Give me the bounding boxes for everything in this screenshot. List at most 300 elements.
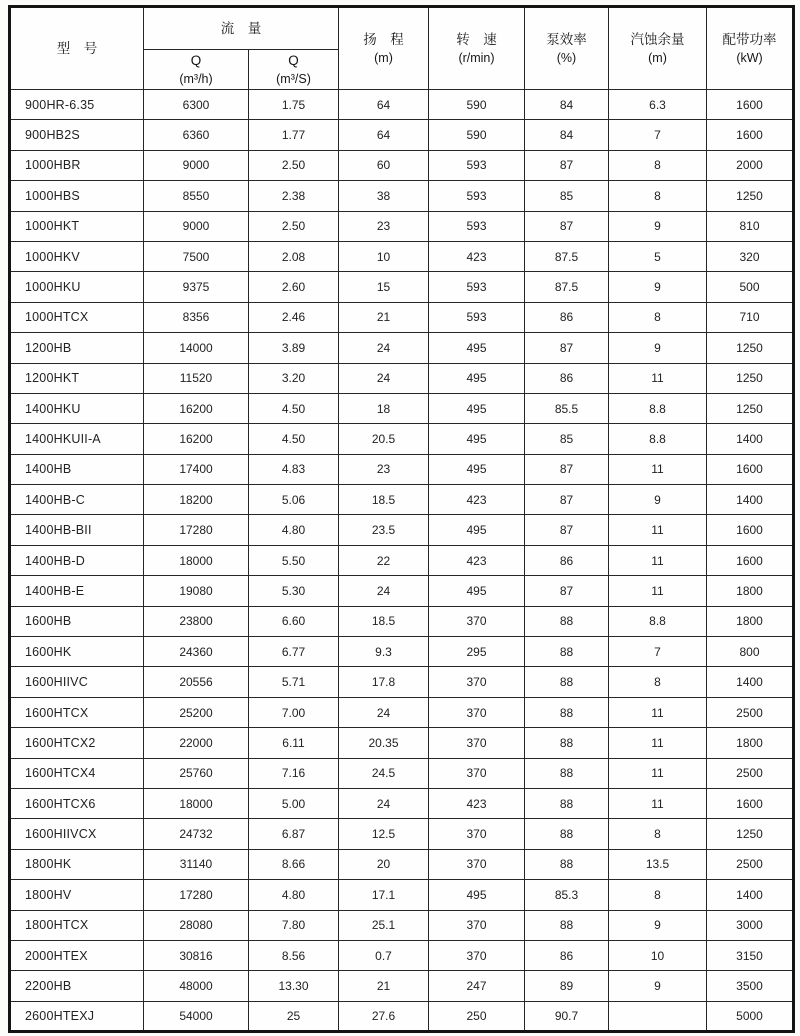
table-row [10, 880, 794, 910]
cell-flow-m3s: 6.60 [249, 606, 339, 636]
cell-head: 20.5 [339, 424, 429, 454]
cell-flow-m3s: 8.56 [249, 940, 339, 970]
table-row [10, 971, 794, 1001]
cell-npsh: 8.8 [609, 393, 707, 423]
cell-model: 1600HTCX4 [10, 758, 144, 788]
col-header-efficiency-title: 泵效率 [546, 31, 587, 47]
table-row [10, 910, 794, 940]
cell-npsh: 9 [609, 272, 707, 302]
cell-flow-m3s: 1.75 [249, 90, 339, 120]
cell-npsh: 10 [609, 940, 707, 970]
cell-power: 810 [707, 211, 794, 241]
table-row [10, 758, 794, 788]
cell-flow-m3h: 7500 [144, 241, 249, 271]
cell-head: 27.6 [339, 1001, 429, 1031]
cell-power: 1250 [707, 393, 794, 423]
cell-head: 17.1 [339, 880, 429, 910]
cell-head: 25.1 [339, 910, 429, 940]
table-row [10, 819, 794, 849]
cell-speed: 423 [429, 788, 525, 818]
cell-flow-m3s: 2.38 [249, 181, 339, 211]
cell-flow-m3s: 2.46 [249, 302, 339, 332]
cell-flow-m3h: 17400 [144, 454, 249, 484]
cell-efficiency: 87.5 [525, 272, 609, 302]
cell-power: 800 [707, 637, 794, 667]
cell-head: 24 [339, 363, 429, 393]
cell-speed: 495 [429, 393, 525, 423]
cell-power: 1400 [707, 667, 794, 697]
cell-npsh: 7 [609, 637, 707, 667]
cell-flow-m3h: 25760 [144, 758, 249, 788]
cell-flow-m3s: 4.80 [249, 880, 339, 910]
cell-npsh [609, 1001, 707, 1031]
cell-efficiency: 87 [525, 485, 609, 515]
cell-power: 3150 [707, 940, 794, 970]
cell-npsh: 7 [609, 120, 707, 150]
cell-model: 1600HIIVCX [10, 819, 144, 849]
cell-model: 1200HKT [10, 363, 144, 393]
cell-flow-m3h: 28080 [144, 910, 249, 940]
cell-flow-m3h: 9000 [144, 150, 249, 180]
table-row [10, 302, 794, 332]
cell-speed: 495 [429, 880, 525, 910]
cell-npsh: 8 [609, 150, 707, 180]
cell-model: 1600HB [10, 606, 144, 636]
cell-npsh: 11 [609, 454, 707, 484]
cell-model: 900HB2S [10, 120, 144, 150]
cell-efficiency: 85.3 [525, 880, 609, 910]
cell-flow-m3s: 3.20 [249, 363, 339, 393]
cell-speed: 370 [429, 940, 525, 970]
col-header-efficiency-unit: (%) [556, 51, 577, 66]
cell-model: 1200HB [10, 333, 144, 363]
cell-flow-m3s: 2.50 [249, 150, 339, 180]
cell-flow-m3s: 6.87 [249, 819, 339, 849]
table-row [10, 606, 794, 636]
cell-model: 1600HK [10, 637, 144, 667]
cell-head: 21 [339, 302, 429, 332]
header-row-1 [10, 7, 794, 50]
cell-npsh: 8.8 [609, 424, 707, 454]
cell-flow-m3h: 9000 [144, 211, 249, 241]
col-header-flow: 流 量 [144, 7, 339, 50]
cell-head: 64 [339, 90, 429, 120]
cell-power: 1600 [707, 788, 794, 818]
cell-model: 1400HB-E [10, 576, 144, 606]
table-row [10, 515, 794, 545]
cell-flow-m3h: 20556 [144, 667, 249, 697]
cell-efficiency: 87 [525, 333, 609, 363]
cell-speed: 423 [429, 485, 525, 515]
cell-power: 1250 [707, 363, 794, 393]
cell-power: 1250 [707, 819, 794, 849]
table-row [10, 272, 794, 302]
col-header-power-unit: (kW) [736, 51, 763, 66]
cell-efficiency: 88 [525, 606, 609, 636]
cell-speed: 593 [429, 302, 525, 332]
cell-efficiency: 88 [525, 667, 609, 697]
cell-efficiency: 87 [525, 576, 609, 606]
cell-head: 24 [339, 697, 429, 727]
cell-efficiency: 87 [525, 454, 609, 484]
cell-model: 1400HB-D [10, 545, 144, 575]
table-row [10, 241, 794, 271]
table-row [10, 393, 794, 423]
col-header-power-title: 配带功率 [722, 31, 777, 47]
cell-flow-m3s: 5.30 [249, 576, 339, 606]
cell-flow-m3h: 6300 [144, 90, 249, 120]
cell-flow-m3s: 8.66 [249, 849, 339, 879]
cell-flow-m3h: 16200 [144, 424, 249, 454]
col-header-flow-m3h-symbol: Q [190, 52, 202, 68]
cell-flow-m3h: 30816 [144, 940, 249, 970]
cell-flow-m3h: 8550 [144, 181, 249, 211]
table-row [10, 454, 794, 484]
col-header-flow-m3h-unit: (m³/h) [179, 72, 213, 87]
cell-flow-m3s: 2.50 [249, 211, 339, 241]
table-row [10, 1001, 794, 1031]
cell-head: 22 [339, 545, 429, 575]
cell-model: 1400HKUII-A [10, 424, 144, 454]
cell-head: 20 [339, 849, 429, 879]
cell-flow-m3s: 7.16 [249, 758, 339, 788]
cell-npsh: 9 [609, 333, 707, 363]
cell-model: 1000HKU [10, 272, 144, 302]
cell-power: 1800 [707, 606, 794, 636]
cell-efficiency: 88 [525, 849, 609, 879]
cell-flow-m3s: 1.77 [249, 120, 339, 150]
cell-power: 1250 [707, 333, 794, 363]
cell-speed: 495 [429, 424, 525, 454]
cell-flow-m3h: 23800 [144, 606, 249, 636]
cell-head: 21 [339, 971, 429, 1001]
cell-model: 1600HTCX2 [10, 728, 144, 758]
col-header-flow-m3s-symbol: Q [288, 52, 299, 68]
cell-power: 1250 [707, 181, 794, 211]
cell-npsh: 9 [609, 211, 707, 241]
cell-flow-m3h: 24360 [144, 637, 249, 667]
cell-npsh: 11 [609, 758, 707, 788]
cell-speed: 423 [429, 241, 525, 271]
table-row [10, 667, 794, 697]
cell-flow-m3h: 25200 [144, 697, 249, 727]
cell-speed: 295 [429, 637, 525, 667]
cell-speed: 370 [429, 728, 525, 758]
cell-npsh: 6.3 [609, 90, 707, 120]
cell-flow-m3s: 7.80 [249, 910, 339, 940]
cell-efficiency: 84 [525, 90, 609, 120]
cell-power: 1600 [707, 454, 794, 484]
cell-npsh: 8 [609, 302, 707, 332]
cell-flow-m3s: 13.30 [249, 971, 339, 1001]
cell-npsh: 8.8 [609, 606, 707, 636]
cell-flow-m3h: 6360 [144, 120, 249, 150]
cell-head: 10 [339, 241, 429, 271]
cell-power: 710 [707, 302, 794, 332]
cell-head: 20.35 [339, 728, 429, 758]
cell-flow-m3h: 31140 [144, 849, 249, 879]
cell-speed: 495 [429, 363, 525, 393]
table-row [10, 363, 794, 393]
cell-power: 1600 [707, 545, 794, 575]
cell-model: 1400HB [10, 454, 144, 484]
col-header-head-title: 扬 程 [363, 31, 404, 47]
cell-flow-m3s: 5.06 [249, 485, 339, 515]
col-header-speed [429, 7, 525, 90]
cell-npsh: 13.5 [609, 849, 707, 879]
cell-head: 24.5 [339, 758, 429, 788]
cell-power: 3000 [707, 910, 794, 940]
cell-efficiency: 85.5 [525, 393, 609, 423]
cell-power: 2000 [707, 150, 794, 180]
cell-flow-m3h: 8356 [144, 302, 249, 332]
cell-head: 38 [339, 181, 429, 211]
cell-speed: 590 [429, 120, 525, 150]
cell-npsh: 9 [609, 971, 707, 1001]
col-header-flow-m3s-unit: (m³/S) [276, 72, 311, 87]
cell-model: 1600HTCX [10, 697, 144, 727]
cell-head: 15 [339, 272, 429, 302]
cell-efficiency: 88 [525, 637, 609, 667]
cell-speed: 250 [429, 1001, 525, 1031]
cell-head: 18.5 [339, 606, 429, 636]
cell-flow-m3s: 4.80 [249, 515, 339, 545]
cell-speed: 593 [429, 211, 525, 241]
cell-head: 64 [339, 120, 429, 150]
cell-power: 2500 [707, 758, 794, 788]
table-body [10, 90, 794, 1032]
cell-npsh: 8 [609, 181, 707, 211]
cell-efficiency: 88 [525, 819, 609, 849]
cell-npsh: 8 [609, 819, 707, 849]
cell-efficiency: 86 [525, 363, 609, 393]
cell-speed: 370 [429, 849, 525, 879]
cell-model: 1600HTCX6 [10, 788, 144, 818]
cell-power: 1600 [707, 90, 794, 120]
cell-efficiency: 86 [525, 545, 609, 575]
cell-head: 24 [339, 576, 429, 606]
table-row [10, 940, 794, 970]
cell-flow-m3h: 24732 [144, 819, 249, 849]
table-row [10, 485, 794, 515]
cell-efficiency: 87.5 [525, 241, 609, 271]
cell-speed: 495 [429, 333, 525, 363]
cell-efficiency: 88 [525, 788, 609, 818]
cell-head: 9.3 [339, 637, 429, 667]
cell-speed: 370 [429, 758, 525, 788]
cell-flow-m3h: 17280 [144, 515, 249, 545]
cell-efficiency: 87 [525, 150, 609, 180]
table-row [10, 728, 794, 758]
cell-flow-m3h: 14000 [144, 333, 249, 363]
cell-head: 18 [339, 393, 429, 423]
table-row [10, 333, 794, 363]
cell-efficiency: 88 [525, 728, 609, 758]
cell-flow-m3h: 18000 [144, 788, 249, 818]
cell-head: 0.7 [339, 940, 429, 970]
cell-speed: 495 [429, 515, 525, 545]
table-row [10, 788, 794, 818]
cell-power: 1600 [707, 120, 794, 150]
pump-spec-table [8, 5, 795, 1033]
cell-flow-m3s: 6.11 [249, 728, 339, 758]
cell-speed: 370 [429, 606, 525, 636]
cell-flow-m3s: 2.60 [249, 272, 339, 302]
cell-model: 1000HBR [10, 150, 144, 180]
cell-flow-m3s: 4.50 [249, 424, 339, 454]
cell-npsh: 5 [609, 241, 707, 271]
cell-model: 1400HB-BII [10, 515, 144, 545]
cell-head: 24 [339, 788, 429, 818]
cell-efficiency: 85 [525, 424, 609, 454]
cell-efficiency: 90.7 [525, 1001, 609, 1031]
col-header-model: 型 号 [10, 7, 144, 90]
col-header-power [707, 7, 794, 90]
table-row [10, 697, 794, 727]
cell-efficiency: 87 [525, 515, 609, 545]
cell-model: 1000HBS [10, 181, 144, 211]
col-header-npsh [609, 7, 707, 90]
cell-flow-m3s: 5.00 [249, 788, 339, 818]
cell-npsh: 8 [609, 880, 707, 910]
col-header-head [339, 7, 429, 90]
cell-model: 900HR-6.35 [10, 90, 144, 120]
cell-speed: 593 [429, 150, 525, 180]
cell-power: 320 [707, 241, 794, 271]
cell-power: 1800 [707, 728, 794, 758]
cell-power: 1400 [707, 880, 794, 910]
cell-head: 23.5 [339, 515, 429, 545]
cell-flow-m3h: 16200 [144, 393, 249, 423]
cell-flow-m3h: 18000 [144, 545, 249, 575]
cell-npsh: 11 [609, 697, 707, 727]
cell-npsh: 11 [609, 788, 707, 818]
cell-npsh: 11 [609, 545, 707, 575]
cell-efficiency: 88 [525, 697, 609, 727]
cell-power: 5000 [707, 1001, 794, 1031]
cell-speed: 247 [429, 971, 525, 1001]
cell-model: 1800HTCX [10, 910, 144, 940]
cell-model: 2600HTEXJ [10, 1001, 144, 1031]
cell-head: 24 [339, 333, 429, 363]
cell-flow-m3s: 2.08 [249, 241, 339, 271]
cell-speed: 593 [429, 272, 525, 302]
cell-flow-m3s: 5.50 [249, 545, 339, 575]
table-row [10, 211, 794, 241]
cell-npsh: 11 [609, 515, 707, 545]
cell-model: 2200HB [10, 971, 144, 1001]
cell-efficiency: 84 [525, 120, 609, 150]
cell-speed: 495 [429, 576, 525, 606]
cell-efficiency: 86 [525, 302, 609, 332]
table-row [10, 545, 794, 575]
cell-flow-m3s: 7.00 [249, 697, 339, 727]
cell-model: 1600HIIVC [10, 667, 144, 697]
col-header-npsh-unit: (m) [648, 51, 667, 66]
cell-speed: 370 [429, 667, 525, 697]
cell-efficiency: 88 [525, 910, 609, 940]
cell-power: 2500 [707, 697, 794, 727]
cell-power: 2500 [707, 849, 794, 879]
cell-power: 3500 [707, 971, 794, 1001]
cell-model: 1400HB-C [10, 485, 144, 515]
cell-power: 1800 [707, 576, 794, 606]
cell-speed: 495 [429, 454, 525, 484]
table-row [10, 849, 794, 879]
cell-npsh: 9 [609, 910, 707, 940]
cell-flow-m3h: 19080 [144, 576, 249, 606]
cell-npsh: 9 [609, 485, 707, 515]
col-header-efficiency [525, 7, 609, 90]
cell-model: 1800HV [10, 880, 144, 910]
table-row [10, 637, 794, 667]
col-header-speed-title: 转 速 [456, 31, 497, 47]
cell-flow-m3s: 5.71 [249, 667, 339, 697]
cell-model: 1000HKT [10, 211, 144, 241]
cell-model: 1000HTCX [10, 302, 144, 332]
table-row [10, 150, 794, 180]
cell-flow-m3s: 25 [249, 1001, 339, 1031]
cell-flow-m3s: 3.89 [249, 333, 339, 363]
cell-flow-m3s: 6.77 [249, 637, 339, 667]
table-row [10, 90, 794, 120]
cell-power: 1600 [707, 515, 794, 545]
cell-power: 500 [707, 272, 794, 302]
cell-flow-m3h: 17280 [144, 880, 249, 910]
cell-flow-m3s: 4.83 [249, 454, 339, 484]
cell-speed: 590 [429, 90, 525, 120]
table-row [10, 424, 794, 454]
cell-head: 23 [339, 211, 429, 241]
cell-speed: 370 [429, 910, 525, 940]
cell-flow-m3h: 9375 [144, 272, 249, 302]
cell-npsh: 11 [609, 363, 707, 393]
col-header-speed-unit: (r/min) [458, 51, 495, 66]
cell-efficiency: 89 [525, 971, 609, 1001]
cell-efficiency: 88 [525, 758, 609, 788]
cell-efficiency: 85 [525, 181, 609, 211]
cell-flow-m3h: 18200 [144, 485, 249, 515]
table-row [10, 120, 794, 150]
cell-npsh: 8 [609, 667, 707, 697]
cell-npsh: 11 [609, 576, 707, 606]
table-row [10, 181, 794, 211]
cell-flow-m3h: 22000 [144, 728, 249, 758]
cell-flow-m3h: 48000 [144, 971, 249, 1001]
cell-speed: 593 [429, 181, 525, 211]
cell-head: 23 [339, 454, 429, 484]
cell-head: 60 [339, 150, 429, 180]
col-header-head-unit: (m) [374, 51, 393, 66]
cell-model: 1800HK [10, 849, 144, 879]
cell-efficiency: 86 [525, 940, 609, 970]
cell-speed: 370 [429, 819, 525, 849]
cell-speed: 370 [429, 697, 525, 727]
cell-power: 1400 [707, 424, 794, 454]
cell-model: 1000HKV [10, 241, 144, 271]
cell-model: 2000HTEX [10, 940, 144, 970]
table-header [10, 7, 794, 90]
cell-head: 18.5 [339, 485, 429, 515]
cell-flow-m3s: 4.50 [249, 393, 339, 423]
cell-power: 1400 [707, 485, 794, 515]
cell-flow-m3h: 54000 [144, 1001, 249, 1031]
col-header-flow-m3s [249, 50, 339, 90]
cell-head: 17.8 [339, 667, 429, 697]
cell-model: 1400HKU [10, 393, 144, 423]
cell-npsh: 11 [609, 728, 707, 758]
cell-efficiency: 87 [525, 211, 609, 241]
